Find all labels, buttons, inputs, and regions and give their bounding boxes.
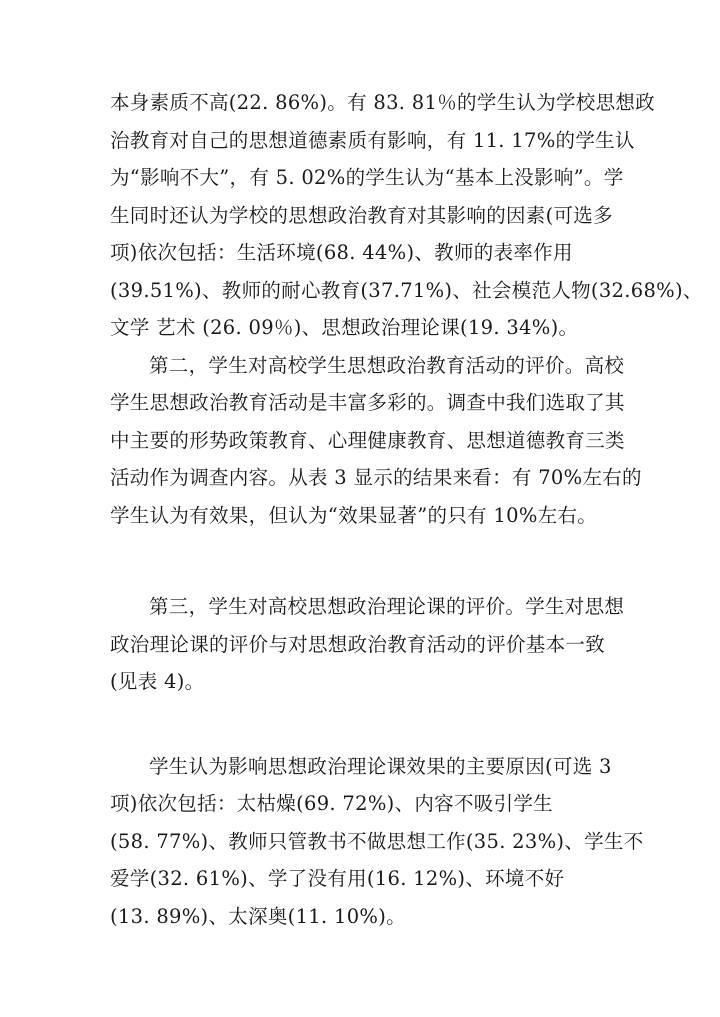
text-line: (58. 77%)、教师只管教书不做思想工作(35. 23%)、学生不 xyxy=(110,829,644,853)
paragraph-course-effect-reasons xyxy=(110,748,644,936)
text-line: 学生认为影响思想政治理论课效果的主要原因(可选 3 xyxy=(149,754,612,778)
text-line: 中主要的形势政策教育、心理健康教育、思想道德教育三类 xyxy=(110,428,625,452)
text-line: 治教育对自己的思想道德素质有影响，有 11. 17%的学生认 xyxy=(110,128,635,152)
text-line: 政治理论课的评价与对思想政治教育活动的评价基本一致 xyxy=(110,632,606,656)
paragraph-activities-evaluation xyxy=(110,347,642,535)
text-line: 本身素质不高(22. 86%)。有 83. 81％的学生认为学校思想政 xyxy=(110,91,655,114)
paragraph-influence-factors xyxy=(110,84,703,347)
document-page xyxy=(110,84,703,935)
text-line: 项)依次包括：生活环境(68. 44%)、教师的表率作用 xyxy=(110,241,573,264)
text-line: (见表 4)。 xyxy=(110,670,205,693)
text-line: 为“影响不大”，有 5. 02%的学生认为“基本上没影响”。学 xyxy=(110,166,624,189)
text-line: (39.51%)、教师的耐心教育(37.71%)、社会模范人物(32.68%)、 xyxy=(110,278,703,302)
text-line: 项)依次包括：太枯燥(69. 72%)、内容不吸引学生 xyxy=(110,792,553,815)
text-line: 生同时还认为学校的思想政治教育对其影响的因素(可选多 xyxy=(110,203,613,227)
text-line: 第二，学生对高校学生思想政治教育活动的评价。高校 xyxy=(149,353,625,377)
paragraph-spacer xyxy=(110,701,615,748)
text-line: 第三，学生对高校思想政治理论课的评价。学生对思想 xyxy=(149,595,625,618)
text-line: (13. 89%)、太深奥(11. 10%)。 xyxy=(110,904,406,928)
text-line: 学生思想政治教育活动是丰富多彩的。调查中我们选取了其 xyxy=(110,391,625,414)
text-line: 爱学(32. 61%)、学了没有用(16. 12%)、环境不好 xyxy=(110,867,565,890)
paragraph-spacer xyxy=(110,534,615,588)
text-line: 活动作为调查内容。从表 3 显示的结果来看：有 70%左右的 xyxy=(110,466,642,489)
text-line: 学生认为有效果，但认为“效果显著”的只有 10%左右。 xyxy=(110,503,598,527)
paragraph-theory-course-evaluation xyxy=(110,588,625,701)
text-line: 文学 艺术 (26. 09％)、思想政治理论课(19. 34%)。 xyxy=(110,316,579,339)
